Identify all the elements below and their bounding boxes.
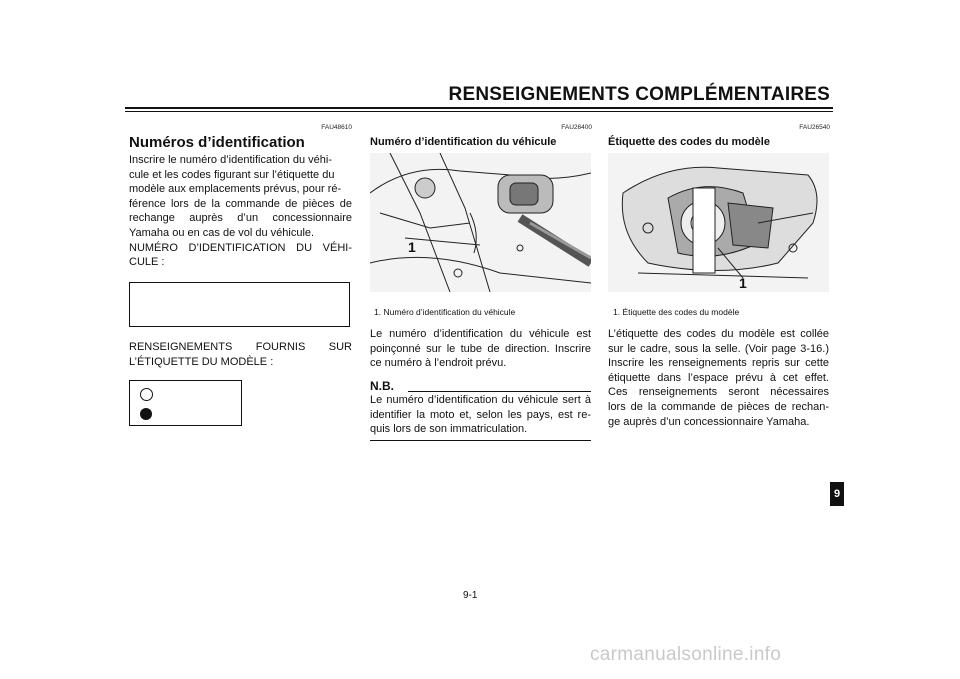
filled-circle-icon (140, 408, 152, 420)
text-line: sur le cadre, sous la selle. (Voir page 3-16.) (608, 342, 829, 355)
text-line: quis lors de son immatriculation. (370, 423, 528, 436)
figure-caption: 1. Étiquette des codes du modèle (613, 307, 740, 317)
text-line: lors de la commande de pièces de rechan- (608, 400, 829, 413)
intro-paragraph (129, 153, 352, 270)
page-title: RENSEIGNEMENTS COMPLÉMENTAIRES (448, 84, 830, 105)
text-line: Inscrire le numéro d’identification du véhi- (129, 154, 332, 166)
text-line: poinçonné sur le tube de direction. Inscrire (370, 342, 591, 355)
note-label: N.B. (370, 379, 394, 393)
callout-number: 1 (739, 275, 747, 291)
vin-entry-box[interactable] (129, 282, 350, 327)
vin-label-cont: CULE : (129, 256, 165, 269)
text-line: ce numéro à l’endroit prévu. (370, 357, 507, 370)
text-line: cule et les codes figurant sur l’étiquette du (129, 168, 335, 181)
text-line: L’étiquette des codes du modèle est collée (608, 328, 829, 340)
empty-circle-icon (140, 388, 153, 401)
text-line: Ces renseignements seront nécessaires (608, 386, 829, 399)
note-rule-bottom (370, 440, 591, 441)
section-title: Étiquette des codes du modèle (608, 136, 770, 148)
model-label (129, 340, 352, 369)
text-line: Inscrire les renseignements repris sur cette (608, 357, 829, 370)
model-label-paragraph (608, 327, 829, 429)
note-rule-top (408, 391, 591, 392)
vin-label: NUMÉRO D’IDENTIFICATION DU VÉHI- (129, 241, 352, 254)
chapter-tab[interactable]: 9 (830, 482, 844, 506)
model-label-figure (608, 153, 829, 292)
text-line: identifier la moto et, selon les pays, est re- (370, 408, 591, 421)
underseat-illustration (608, 153, 829, 292)
steering-head-figure (370, 153, 591, 292)
motorcycle-frame-illustration (370, 153, 591, 292)
text-line: ge auprès d’un concessionnaire Yamaha. (608, 415, 810, 428)
watermark: carmanualsonline.info (590, 644, 782, 665)
header-rule (125, 107, 833, 109)
text-line: étiquette dans l’espace prévu à cet effet. (608, 371, 829, 384)
callout-number: 1 (408, 239, 416, 255)
text-line: Le numéro d’identification du véhicule sert à (370, 394, 591, 406)
page-number: 9-1 (463, 590, 478, 601)
text-line: modèle aux emplacements prévus, pour ré- (129, 183, 342, 196)
figure-caption: 1. Numéro d’identification du véhicule (374, 307, 516, 317)
section-title: Numéros d’identification (129, 134, 305, 151)
text-line: férence lors de la commande de pièces de (129, 197, 352, 210)
note-paragraph (370, 393, 591, 437)
model-code-box[interactable] (129, 380, 242, 426)
text-line: rechange auprès d’un concessionnaire (129, 212, 352, 225)
model-label-line: RENSEIGNEMENTS FOURNIS SUR (129, 341, 352, 353)
text-line: Yamaha ou en cas de vol du véhicule. (129, 226, 315, 239)
section-code: FAU48610 (321, 124, 352, 131)
text-line: Le numéro d’identification du véhicule est (370, 328, 591, 340)
section-title: Numéro d’identification du véhicule (370, 136, 557, 148)
model-label-line: L’ÉTIQUETTE DU MODÈLE : (129, 355, 274, 368)
section-code: FAU26540 (799, 124, 830, 131)
section-code: FAU26400 (561, 124, 592, 131)
header-rule-thin (125, 111, 833, 112)
vin-paragraph (370, 327, 591, 371)
